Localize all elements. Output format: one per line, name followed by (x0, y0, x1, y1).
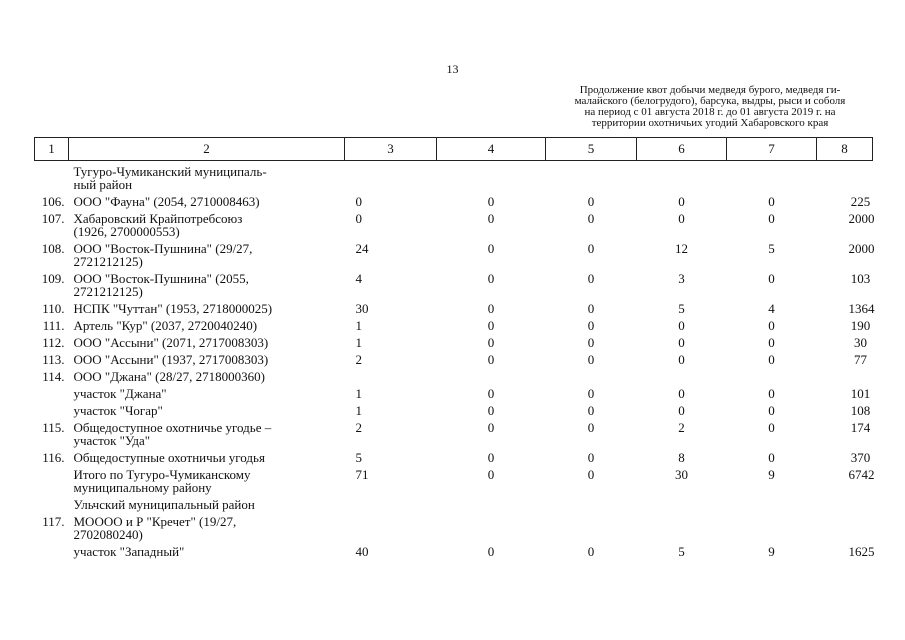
table-row (35, 242, 873, 272)
value-cell: 101 (850, 386, 871, 401)
value-cell: 5 (768, 241, 775, 256)
column-header: 2 (69, 138, 345, 161)
value-cell: 0 (678, 211, 685, 226)
value-cell: 0 (487, 450, 495, 465)
value-cell (437, 498, 546, 515)
value-cell (546, 515, 637, 545)
row-name: ООО "Восток-Пушнина" (2055, 2721212125) (73, 271, 249, 299)
value-cell: 30 (355, 301, 369, 316)
table-row (35, 404, 873, 421)
value-cell: 6742 (848, 467, 875, 482)
value-cell: 0 (487, 386, 495, 401)
row-number (35, 545, 69, 562)
value-cell: 0 (355, 194, 362, 209)
value-cell: 1625 (848, 544, 875, 559)
value-cell: 0 (678, 194, 685, 209)
row-number: 113. (42, 352, 65, 367)
value-cell (637, 370, 727, 387)
value-cell (437, 370, 546, 387)
table-row (35, 421, 873, 451)
row-name: участок "Джана" (73, 386, 167, 401)
value-cell: 77 (854, 352, 867, 367)
row-number (35, 161, 69, 196)
row-name: МОООО и Р "Кречет" (19/27, 2702080240) (73, 514, 237, 542)
table-row (35, 353, 873, 370)
value-cell: 0 (587, 318, 595, 333)
header-row (35, 138, 873, 161)
value-cell: 0 (768, 386, 775, 401)
value-cell (727, 498, 817, 515)
value-cell: 0 (487, 211, 495, 226)
value-cell: 0 (678, 352, 685, 367)
table-row (35, 387, 873, 404)
value-cell: 3 (678, 271, 685, 286)
table-row (35, 161, 873, 196)
value-cell (817, 370, 873, 387)
row-number: 111. (42, 318, 65, 333)
table-row (35, 498, 873, 515)
value-cell: 9 (768, 467, 775, 482)
column-header: 5 (546, 138, 637, 161)
value-cell: 4 (768, 301, 775, 316)
value-cell: 0 (587, 211, 595, 226)
heading-line: территории охотничьих угодий Хабаровского края (591, 117, 829, 129)
table-row (35, 451, 873, 468)
value-cell: 2 (678, 420, 685, 435)
table-row (35, 545, 873, 562)
value-cell: 0 (487, 194, 495, 209)
value-cell: 0 (587, 241, 595, 256)
value-cell (437, 161, 546, 196)
value-cell: 370 (850, 450, 871, 465)
value-cell: 2 (355, 352, 362, 367)
table-body (35, 161, 873, 563)
value-cell (546, 161, 637, 196)
value-cell (727, 515, 817, 545)
table-row (35, 468, 873, 498)
row-number (35, 404, 69, 421)
value-cell (637, 161, 727, 196)
value-cell: 0 (768, 403, 775, 418)
page-number: 13 (446, 62, 459, 76)
value-cell: 174 (850, 420, 871, 435)
value-cell: 0 (487, 241, 495, 256)
value-cell: 1 (355, 403, 362, 418)
value-cell: 0 (587, 335, 595, 350)
column-header: 7 (727, 138, 817, 161)
table-row (35, 272, 873, 302)
value-cell: 0 (487, 403, 495, 418)
value-cell: 2000 (848, 241, 875, 256)
value-cell (817, 515, 873, 545)
heading-line: на период с 01 августа 2018 г. до 01 августа 2019 г. на (584, 106, 836, 118)
table-heading (545, 85, 875, 129)
row-name: Итого по Тугуро-Чумиканскому муниципальному району (73, 467, 251, 495)
value-cell: 0 (587, 301, 595, 316)
row-number: 114. (42, 369, 65, 384)
value-cell: 0 (768, 194, 775, 209)
row-name: Общедоступные охотничьи угодья (73, 450, 265, 465)
value-cell: 0 (587, 386, 595, 401)
row-number: 110. (42, 301, 65, 316)
value-cell: 1 (355, 318, 362, 333)
row-number: 116. (42, 450, 65, 465)
value-cell (546, 498, 637, 515)
value-cell: 0 (487, 271, 495, 286)
value-cell: 30 (675, 467, 688, 482)
row-name: ООО "Восток-Пушнина" (29/27, 2721212125) (73, 241, 253, 269)
value-cell: 0 (487, 352, 495, 367)
value-cell (727, 161, 817, 196)
table-row (35, 302, 873, 319)
row-number (35, 468, 69, 498)
value-cell: 0 (487, 467, 495, 482)
table-row (35, 319, 873, 336)
value-cell: 2 (355, 420, 362, 435)
row-number: 108. (41, 241, 65, 256)
value-cell: 5 (678, 301, 685, 316)
value-cell: 0 (587, 420, 595, 435)
row-name: ООО "Фауна" (2054, 2710008463) (73, 194, 260, 209)
value-cell: 71 (355, 467, 369, 482)
row-name: Ульчский муниципальный район (73, 497, 255, 512)
row-number (35, 387, 69, 404)
value-cell: 103 (850, 271, 871, 286)
value-cell: 108 (850, 403, 871, 418)
row-name: участок "Чогар" (73, 403, 163, 418)
value-cell: 0 (587, 403, 595, 418)
value-cell: 1 (355, 335, 362, 350)
row-name: ООО "Джана" (28/27, 2718000360) (73, 369, 265, 384)
value-cell: 5 (678, 544, 685, 559)
value-cell: 0 (768, 211, 775, 226)
value-cell: 0 (768, 318, 775, 333)
value-cell: 0 (487, 420, 495, 435)
value-cell: 0 (487, 301, 495, 316)
value-cell: 0 (587, 467, 595, 482)
row-number: 117. (42, 514, 65, 529)
value-cell: 0 (768, 450, 775, 465)
value-cell: 0 (768, 335, 775, 350)
row-name: участок "Западный" (73, 544, 185, 559)
value-cell: 225 (850, 194, 871, 209)
value-cell: 0 (355, 211, 362, 226)
row-name: НСПК "Чуттан" (1953, 2718000025) (73, 301, 273, 316)
value-cell: 190 (850, 318, 871, 333)
value-cell: 2000 (848, 211, 875, 226)
value-cell: 4 (355, 271, 362, 286)
value-cell (637, 498, 727, 515)
row-number: 115. (42, 420, 65, 435)
table-row (35, 515, 873, 545)
value-cell (546, 370, 637, 387)
value-cell: 0 (487, 335, 495, 350)
value-cell: 0 (487, 544, 495, 559)
value-cell: 0 (587, 352, 595, 367)
value-cell: 12 (675, 241, 688, 256)
value-cell (437, 515, 546, 545)
value-cell: 1364 (848, 301, 875, 316)
row-name: Артель "Кур" (2037, 2720040240) (73, 318, 258, 333)
column-header: 4 (437, 138, 546, 161)
column-header: 3 (345, 138, 437, 161)
table-row (35, 195, 873, 212)
value-cell (817, 161, 873, 196)
value-cell: 8 (678, 450, 685, 465)
row-number: 107. (41, 211, 65, 226)
value-cell: 40 (355, 544, 369, 559)
value-cell (817, 498, 873, 515)
value-cell: 30 (854, 335, 867, 350)
value-cell (637, 515, 727, 545)
value-cell: 5 (355, 450, 362, 465)
value-cell: 0 (678, 318, 685, 333)
row-number: 112. (42, 335, 65, 350)
column-header: 8 (817, 138, 873, 161)
value-cell: 0 (678, 386, 685, 401)
column-header: 1 (35, 138, 69, 161)
value-cell: 0 (678, 335, 685, 350)
value-cell (345, 161, 437, 196)
value-cell: 0 (587, 271, 595, 286)
row-name: Тугуро-Чумиканский муниципаль- ный район (73, 164, 267, 192)
value-cell: 9 (768, 544, 775, 559)
row-name: Хабаровский Крайпотребсоюз (1926, 2700000553) (73, 211, 243, 239)
value-cell: 0 (678, 403, 685, 418)
value-cell (345, 515, 437, 545)
value-cell (727, 370, 817, 387)
value-cell: 0 (587, 450, 595, 465)
value-cell: 0 (487, 318, 495, 333)
quota-table (34, 137, 873, 562)
table-row (35, 370, 873, 387)
row-number (35, 498, 69, 515)
value-cell: 0 (587, 194, 595, 209)
value-cell: 0 (587, 544, 595, 559)
heading-line: малайского (белогрудого), барсука, выдры, рыси и соболя (574, 95, 846, 107)
value-cell: 1 (355, 386, 362, 401)
column-header: 6 (637, 138, 727, 161)
row-name: ООО "Ассыни" (1937, 2717008303) (73, 352, 269, 367)
row-number: 106. (41, 194, 65, 209)
heading-line: Продолжение квот добычи медведя бурого, медведя ги- (579, 84, 841, 96)
row-name: ООО "Ассыни" (2071, 2717008303) (73, 335, 269, 350)
value-cell: 0 (768, 420, 775, 435)
value-cell (345, 370, 437, 387)
row-name: Общедоступное охотничье угодье – участок "Уда" (73, 420, 272, 448)
row-number: 109. (41, 271, 65, 286)
table-row (35, 212, 873, 242)
value-cell (345, 498, 437, 515)
value-cell: 0 (768, 271, 775, 286)
value-cell: 24 (355, 241, 369, 256)
value-cell: 0 (768, 352, 775, 367)
table-row (35, 336, 873, 353)
